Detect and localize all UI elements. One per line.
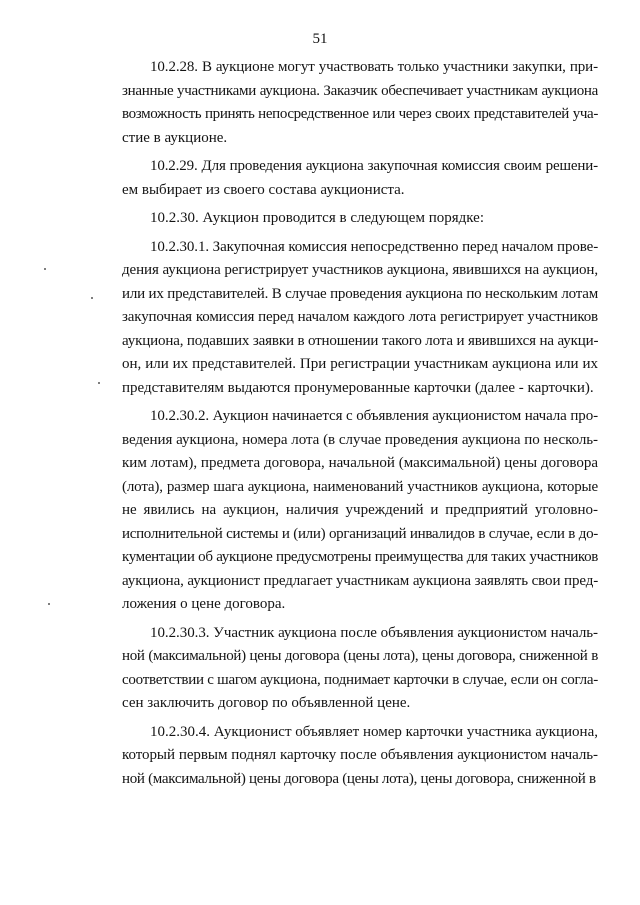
- text-line: 10.2.30.4. Аукционист объявляет номер карточки участника аукциона,: [150, 723, 598, 740]
- text-line: дения аукциона регистрирует участников аукциона, явившихся на аукцион,: [122, 262, 598, 278]
- text-line: не явились на аукцион, наличия учреждений и предприятий уголовно-: [122, 502, 598, 518]
- text-line: кументации об аукционе предусмотрены преимущества для таких участников: [122, 549, 598, 565]
- text-line: знанные участниками аукциона. Заказчик обеспечивает участникам аукциона: [122, 82, 598, 99]
- text-line: исполнительной системы и (или) организаций инвалидов в случае, если в до-: [122, 525, 598, 542]
- text-line: соответствии с шагом аукциона, поднимает карточки в случае, если он согла-: [122, 671, 598, 688]
- text-line: сен заключить договор по объявленной цене.: [122, 695, 411, 711]
- text-line: ной (максимальной) цены договора (цены лота), цены договора, сниженной в: [122, 648, 598, 664]
- text-line: закупочная комиссия перед началом каждого лота регистрирует участников: [122, 309, 598, 325]
- scan-speck: [98, 382, 100, 384]
- text-line: 10.2.30.2. Аукцион начинается с объявления аукционистом начала про-: [150, 408, 598, 424]
- text-line: или их представителей. В случае проведения аукциона по нескольким лотам: [122, 285, 598, 302]
- paragraph: [122, 405, 598, 617]
- text-line: аукциона, подавших заявки в отношении такого лота и явившихся на аукци-: [122, 332, 599, 349]
- page-number: 51: [312, 31, 328, 47]
- paragraph: [122, 236, 598, 401]
- document-body: [122, 56, 598, 791]
- scan-speck: [91, 297, 93, 299]
- text-line: ким лотам), предмета договора, начальной (максимальной) цены договора: [122, 455, 598, 471]
- text-line: ной (максимальной) цены договора (цены лота), цены договора, сниженной в: [122, 770, 596, 787]
- text-line: 10.2.30.1. Закупочная комиссия непосредственно перед началом прове-: [150, 238, 599, 255]
- text-line: 10.2.30. Аукцион проводится в следующем порядке:: [150, 210, 485, 226]
- text-line: 10.2.30.3. Участник аукциона после объявления аукционистом началь-: [150, 624, 598, 641]
- text-line: ложения о цене договора.: [122, 596, 286, 612]
- text-line: представителям выдаются пронумерованные карточки (далее - карточки).: [122, 379, 594, 396]
- text-line: стие в аукционе.: [122, 129, 228, 146]
- text-line: 10.2.28. В аукционе могут участвовать только участники закупки, при-: [150, 59, 598, 75]
- paragraph: [122, 155, 598, 202]
- text-line: он, или их представителей. При регистрации участникам аукциона или их: [122, 356, 598, 372]
- scan-speck: [44, 268, 46, 270]
- paragraph: [122, 207, 598, 231]
- text-line: ем выбирает из своего состава аукциониста.: [122, 181, 405, 198]
- paragraph: [122, 56, 598, 150]
- text-line: 10.2.29. Для проведения аукциона закупочная комиссия своим решени-: [150, 158, 598, 174]
- text-line: ведения аукциона, номера лота (в случае проведения аукциона по несколь-: [122, 431, 598, 448]
- paragraph: [122, 721, 598, 792]
- scan-speck: [48, 603, 50, 605]
- text-line: (лота), размер шага аукциона, наименований участников аукциона, которые: [122, 478, 598, 495]
- text-line: который первым поднял карточку после объявления аукционистом началь-: [122, 747, 598, 763]
- text-line: возможность принять непосредственное или через своих представителей уча-: [122, 106, 598, 122]
- text-line: аукциона, аукционист предлагает участникам аукциона заявлять свои пред-: [122, 572, 599, 589]
- paragraph: [122, 622, 598, 716]
